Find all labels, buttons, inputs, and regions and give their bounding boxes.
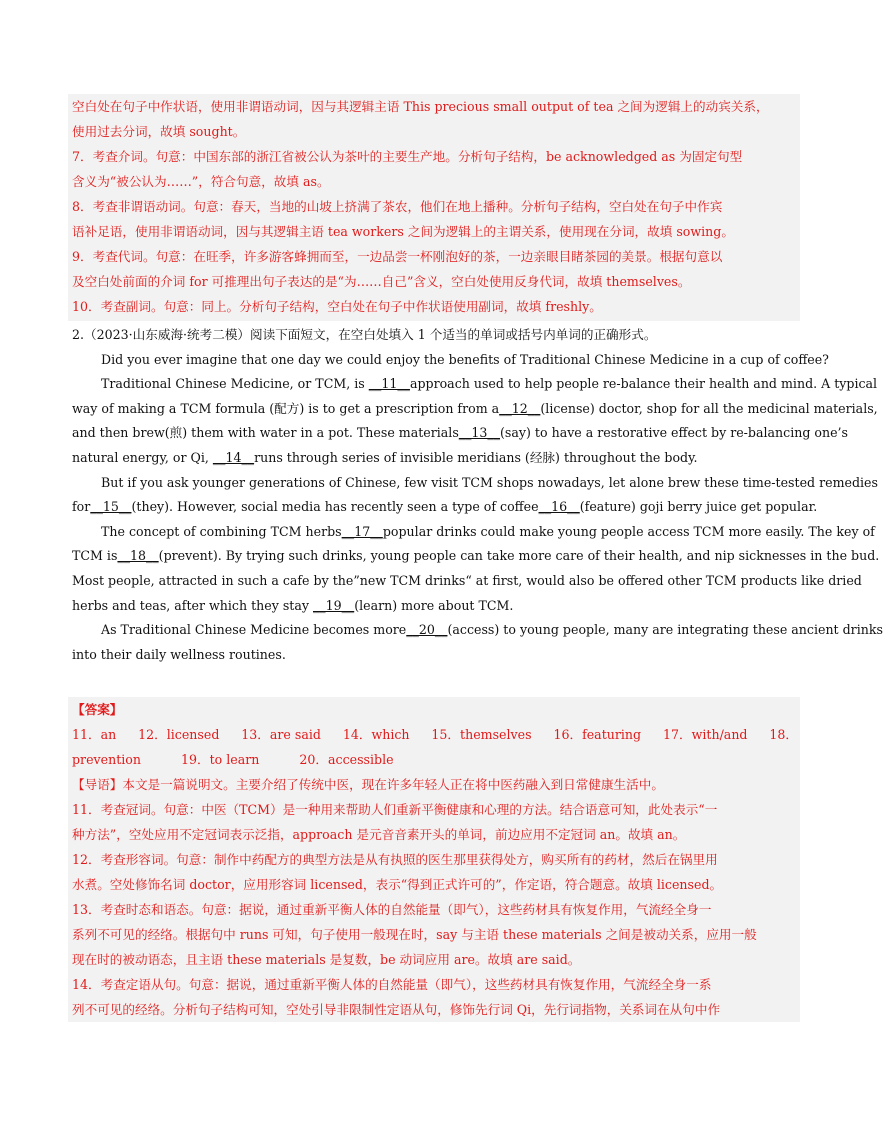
- paragraph-3-line: [72, 495, 818, 520]
- text: As Traditional Chinese Medicine becomes more: [101, 622, 407, 638]
- previous-answer-explanation: [68, 94, 800, 321]
- answer-row-1: [72, 722, 798, 747]
- explanation-line: 及空白处前面的介词 for 可推理出句子表达的是“为……自己”含义，空白处使用反身代词，故填 themselves。: [72, 274, 691, 289]
- text: (say) to have a restorative effect by re-balancing one’s: [500, 425, 849, 441]
- answer-item: 19．to learn: [181, 752, 260, 767]
- explanation-line: 【导语】本文是一篇说明文。主要介绍了传统中医，现在许多年轻人正在将中医药融入到日常健康生活中。: [72, 777, 664, 792]
- text: The concept of combining TCM herbs: [101, 523, 342, 539]
- blank-20: __20__: [406, 622, 448, 638]
- text: way of making a TCM formula (配方) is to get a prescription from a: [72, 400, 500, 416]
- text: (license) doctor, shop for all the medicinal materials,: [540, 400, 878, 416]
- paragraph-2-line: [72, 421, 849, 446]
- answer-row-2: [72, 747, 798, 772]
- answer-item: prevention: [72, 752, 141, 767]
- text: for: [72, 499, 91, 515]
- text: runs through series of invisible meridians (经脉) throughout the body.: [254, 449, 698, 465]
- explanation-line: 种方法”，空处应用不定冠词表示泛指，approach 是元音音素开头的单词，前边应用不定冠词 an。故填 an。: [72, 827, 686, 842]
- answer-item: 11．an: [72, 727, 117, 742]
- text: (access) to young people, many are integrating these ancient drinks: [447, 622, 883, 638]
- answer-block: [68, 697, 800, 1022]
- explanation-line: 11．考查冠词。句意：中医（TCM）是一种用来帮助人们重新平衡健康和心理的方法。结合语意可知，此处表示“一: [72, 802, 718, 817]
- text: TCM is: [72, 548, 118, 564]
- explanation-line: 列不可见的经络。分析句子结构可知，空处引导非限制性定语从句，修饰先行词 Qi，先行词指物，关系词在从句中作: [72, 1002, 721, 1017]
- text: approach used to help people re-balance their health and mind. A typical: [409, 376, 878, 392]
- text: (feature) goji berry juice get popular.: [579, 499, 818, 515]
- explanation-line: 系列不可见的经络。根据句中 runs 可知，句子使用一般现在时，say 与主语 these materials 之间是被动关系，应用一般: [72, 927, 757, 942]
- answer-item: 17．with/and: [662, 727, 748, 742]
- explanation-line: 水煮。空处修饰名词 doctor，应用形容词 licensed，表示“得到正式许可的”，作定语，符合题意。故填 licensed。: [72, 877, 723, 892]
- explanation-line: 含义为“被公认为……”，符合句意，故填 as。: [72, 174, 330, 189]
- blank-17: __17__: [341, 523, 383, 539]
- paragraph-5-line: into their daily wellness routines.: [72, 646, 286, 662]
- explanation-line: 14．考查定语从句。句意：据说，通过重新平衡人体的自然能量（即气），这些药材具有恢复作用，气流经全身一系: [72, 977, 712, 992]
- paragraph-4-line: Most people, attracted in such a cafe by the”new TCM drinks“ at first, would also be offered other TCM products like dried: [72, 572, 862, 588]
- paragraph-3-line: But if you ask younger generations of Chinese, few visit TCM shops nowadays, let alone brew these time-tested remedies: [101, 474, 878, 490]
- paragraph-2-line: [72, 372, 878, 397]
- paragraph-4-line: [72, 520, 875, 545]
- explanation-line: 10．考查副词。句意：同上。分析句子结构，空白处在句子中作状语使用副词，故填 freshly。: [72, 299, 602, 314]
- answer-label: 【答案】: [72, 702, 123, 717]
- explanation-line: 8．考查非谓语动词。句意：春天，当地的山坡上挤满了茶农，他们在地上播种。分析句子结构，空白处在句子中作宾: [72, 199, 723, 214]
- blank-12: __12__: [499, 400, 541, 416]
- answer-item: 15．themselves: [431, 727, 532, 742]
- text: (learn) more about TCM.: [354, 597, 514, 613]
- explanation-line: 7．考查介词。句意：中国东部的浙江省被公认为茶叶的主要生产地。分析句子结构，be acknowledged as 为固定句型: [72, 149, 743, 164]
- answer-item: 18．: [769, 727, 798, 742]
- blank-18: __18__: [117, 548, 159, 564]
- explanation-line: 12．考查形容词。句意：制作中药配方的典型方法是从有执照的医生那里获得处方，购买所有的药材，然后在锅里用: [72, 852, 718, 867]
- explanation-line: 语补足语，使用非谓语动词，因与其逻辑主语 tea workers 之间为逻辑上的主谓关系，使用现在分词，故填 sowing。: [72, 224, 734, 239]
- question-heading: 2.（2023·山东威海·统考二模）阅读下面短文，在空白处填入 1 个适当的单词或括号内单词的正确形式。: [72, 327, 657, 342]
- paragraph-2-line: [72, 397, 878, 422]
- question-passage: [72, 323, 883, 667]
- text: natural energy, or Qi,: [72, 449, 209, 465]
- text: and then brew(煎) them with water in a pot. These materials: [72, 425, 459, 441]
- blank-13: __13__: [458, 425, 501, 441]
- blank-19: __19__: [313, 597, 355, 613]
- explanation-line: 现在时的被动语态，且主语 these materials 是复数，be 动词应用 are。故填 are said。: [72, 952, 581, 967]
- paragraph-1: Did you ever imagine that one day we could enjoy the benefits of Traditional Chinese Medicine in a cup of coffee?: [101, 351, 829, 367]
- text: Traditional Chinese Medicine, or TCM, is: [101, 376, 365, 392]
- explanation-line: 使用过去分词，故填 sought。: [72, 124, 246, 139]
- text: (prevent). By trying such drinks, young people can take more care of their health, and nip sicknesses in the bud.: [158, 548, 880, 564]
- answer-item: 16．featuring: [553, 727, 642, 742]
- paragraph-2-line: [72, 446, 800, 471]
- paragraph-4-line: [72, 594, 800, 619]
- text: (they). However, social media has recently seen a type of coffee: [131, 499, 539, 515]
- answer-item: 20．accessible: [299, 752, 394, 767]
- explanation-line: 13．考查时态和语态。句意：据说，通过重新平衡人体的自然能量（即气），这些药材具有恢复作用，气流经全身一: [72, 902, 712, 917]
- answer-item: 14．which: [342, 727, 410, 742]
- text: popular drinks could make young people access TCM more easily. The key of: [382, 523, 875, 539]
- text: herbs and teas, after which they stay: [72, 597, 309, 613]
- explanation-line: 9．考查代词。句意：在旺季，许多游客蜂拥而至，一边品尝一杯刚泡好的茶，一边亲眼目睹茶园的美景。根据句意以: [72, 249, 723, 264]
- paragraph-4-line: [72, 544, 880, 569]
- blank-16: __16__: [538, 499, 580, 515]
- paragraph-5-line: [72, 618, 883, 643]
- explanation-line: 空白处在句子中作状语，使用非谓语动词，因与其逻辑主语 This precious small output of tea 之间为逻辑上的动宾关系，: [72, 99, 769, 114]
- blank-11: __11__: [368, 376, 410, 392]
- answer-item: 13．are said: [241, 727, 321, 742]
- answer-item: 12．licensed: [138, 727, 220, 742]
- blank-14: __14__: [212, 449, 255, 465]
- blank-15: __15__: [90, 499, 132, 515]
